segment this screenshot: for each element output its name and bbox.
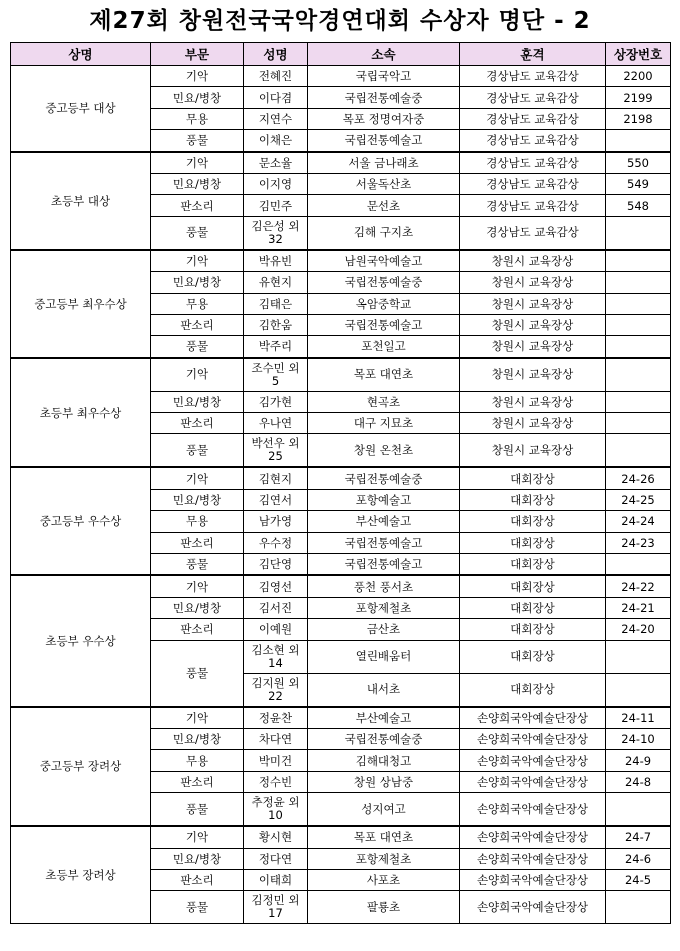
category-cell: 민요/병창 [151, 597, 244, 618]
affiliation-cell: 서울독산초 [308, 173, 460, 194]
certificate-number-cell: 2200 [606, 66, 671, 87]
category-cell: 판소리 [151, 771, 244, 792]
certificate-number-cell [606, 272, 671, 293]
header-award: 훈격 [460, 43, 606, 66]
name-cell: 전혜진 [244, 66, 308, 87]
category-cell: 풍물 [151, 434, 244, 468]
category-cell: 민요/병창 [151, 489, 244, 510]
certificate-number-cell: 24-7 [606, 826, 671, 848]
prize-cell: 중고등부 장려상 [11, 707, 151, 827]
award-cell: 대회장상 [460, 640, 606, 673]
award-cell: 경상남도 교육감상 [460, 152, 606, 174]
affiliation-cell: 남원국악예술고 [308, 250, 460, 272]
header-certificate-number: 상장번호 [606, 43, 671, 66]
name-cell: 김영선 [244, 575, 308, 597]
award-cell: 손양희국악예술단장상 [460, 891, 606, 924]
category-cell: 기악 [151, 826, 244, 848]
affiliation-cell: 김해 구지초 [308, 216, 460, 250]
category-cell: 풍물 [151, 130, 244, 152]
category-cell: 기악 [151, 152, 244, 174]
table-row [11, 575, 671, 597]
name-cell: 김연서 [244, 489, 308, 510]
affiliation-cell: 부산예술고 [308, 707, 460, 729]
certificate-number-cell: 24-24 [606, 511, 671, 532]
category-cell: 판소리 [151, 532, 244, 553]
affiliation-cell: 부산예술고 [308, 511, 460, 532]
category-cell: 무용 [151, 511, 244, 532]
name-cell: 우수정 [244, 532, 308, 553]
prize-cell: 초등부 대상 [11, 152, 151, 250]
award-cell: 경상남도 교육감상 [460, 66, 606, 87]
category-cell: 판소리 [151, 413, 244, 434]
award-cell: 손양희국악예술단장상 [460, 848, 606, 869]
award-cell: 창원시 교육장상 [460, 391, 606, 412]
affiliation-cell: 포항예술고 [308, 489, 460, 510]
certificate-number-cell [606, 314, 671, 335]
name-cell: 박미건 [244, 750, 308, 771]
category-cell: 풍물 [151, 793, 244, 827]
award-cell: 대회장상 [460, 597, 606, 618]
award-cell: 대회장상 [460, 619, 606, 640]
name-cell: 이예원 [244, 619, 308, 640]
affiliation-cell: 사포초 [308, 869, 460, 890]
prize-cell: 중고등부 대상 [11, 66, 151, 152]
name-cell: 이다겸 [244, 87, 308, 108]
certificate-number-cell [606, 891, 671, 924]
affiliation-cell: 국립전통예술고 [308, 314, 460, 335]
header-affiliation: 소속 [308, 43, 460, 66]
award-cell: 손양희국악예술단장상 [460, 869, 606, 890]
award-cell: 경상남도 교육감상 [460, 108, 606, 129]
name-cell: 차다연 [244, 728, 308, 749]
certificate-number-cell [606, 358, 671, 392]
award-cell: 경상남도 교육감상 [460, 195, 606, 216]
name-cell: 김가현 [244, 391, 308, 412]
certificate-number-cell [606, 130, 671, 152]
name-cell: 김한움 [244, 314, 308, 335]
certificate-number-cell: 24-26 [606, 467, 671, 489]
category-cell: 기악 [151, 467, 244, 489]
award-cell: 경상남도 교육감상 [460, 130, 606, 152]
award-cell: 손양희국악예술단장상 [460, 750, 606, 771]
award-cell: 대회장상 [460, 532, 606, 553]
name-cell: 김태은 [244, 293, 308, 314]
certificate-number-cell: 24-20 [606, 619, 671, 640]
certificate-number-cell [606, 554, 671, 576]
award-cell: 손양희국악예술단장상 [460, 771, 606, 792]
category-cell: 풍물 [151, 554, 244, 576]
award-cell: 창원시 교육장상 [460, 336, 606, 358]
category-cell: 풍물 [151, 216, 244, 250]
name-cell: 김소현 외 14 [244, 640, 308, 673]
name-cell: 조수민 외 5 [244, 358, 308, 392]
category-cell: 판소리 [151, 619, 244, 640]
name-cell: 우나연 [244, 413, 308, 434]
certificate-number-cell: 550 [606, 152, 671, 174]
certificate-number-cell: 24-10 [606, 728, 671, 749]
certificate-number-cell: 24-21 [606, 597, 671, 618]
certificate-number-cell: 24-22 [606, 575, 671, 597]
category-cell: 풍물 [151, 891, 244, 924]
page-title: 제27회 창원전국국악경연대회 수상자 명단 - 2 [89, 8, 591, 34]
prize-cell: 초등부 우수상 [11, 575, 151, 706]
affiliation-cell: 대구 지묘초 [308, 413, 460, 434]
affiliation-cell: 서울 금나래초 [308, 152, 460, 174]
certificate-number-cell: 24-6 [606, 848, 671, 869]
affiliation-cell: 내서초 [308, 673, 460, 707]
certificate-number-cell [606, 216, 671, 250]
award-cell: 대회장상 [460, 575, 606, 597]
certificate-number-cell [606, 434, 671, 468]
affiliation-cell: 풍천 풍서초 [308, 575, 460, 597]
category-cell: 민요/병창 [151, 728, 244, 749]
table-row [11, 66, 671, 87]
name-cell: 김민주 [244, 195, 308, 216]
award-cell: 창원시 교육장상 [460, 358, 606, 392]
affiliation-cell: 국립전통예술중 [308, 87, 460, 108]
affiliation-cell: 목포 대연초 [308, 358, 460, 392]
award-cell: 대회장상 [460, 489, 606, 510]
affiliation-cell: 창원 상남중 [308, 771, 460, 792]
award-cell: 경상남도 교육감상 [460, 87, 606, 108]
award-cell: 경상남도 교육감상 [460, 216, 606, 250]
table-row [11, 707, 671, 729]
award-cell: 창원시 교육장상 [460, 272, 606, 293]
affiliation-cell: 현곡초 [308, 391, 460, 412]
table-row [11, 467, 671, 489]
name-cell: 박선우 외 25 [244, 434, 308, 468]
affiliation-cell: 김해대청고 [308, 750, 460, 771]
category-cell: 무용 [151, 293, 244, 314]
category-cell: 민요/병창 [151, 272, 244, 293]
name-cell: 문소율 [244, 152, 308, 174]
header-prize: 상명 [11, 43, 151, 66]
certificate-number-cell: 24-25 [606, 489, 671, 510]
category-cell: 기악 [151, 707, 244, 729]
category-cell: 풍물 [151, 640, 244, 707]
prize-cell: 초등부 최우수상 [11, 358, 151, 468]
certificate-number-cell [606, 673, 671, 707]
affiliation-cell: 목포 정명여자중 [308, 108, 460, 129]
prize-cell: 중고등부 최우수상 [11, 250, 151, 358]
awards-body [11, 66, 671, 924]
certificate-number-cell: 24-11 [606, 707, 671, 729]
award-cell: 대회장상 [460, 467, 606, 489]
award-cell: 손양희국악예술단장상 [460, 707, 606, 729]
table-row [11, 250, 671, 272]
name-cell: 황시현 [244, 826, 308, 848]
certificate-number-cell [606, 413, 671, 434]
prize-cell: 중고등부 우수상 [11, 467, 151, 575]
name-cell: 박주리 [244, 336, 308, 358]
certificate-number-cell: 548 [606, 195, 671, 216]
affiliation-cell: 국립전통예술고 [308, 554, 460, 576]
award-cell: 창원시 교육장상 [460, 434, 606, 468]
category-cell: 무용 [151, 108, 244, 129]
name-cell: 김현지 [244, 467, 308, 489]
table-row [11, 358, 671, 392]
category-cell: 기악 [151, 250, 244, 272]
award-cell: 대회장상 [460, 554, 606, 576]
category-cell: 기악 [151, 575, 244, 597]
category-cell: 무용 [151, 750, 244, 771]
name-cell: 이태희 [244, 869, 308, 890]
affiliation-cell: 국립전통예술고 [308, 130, 460, 152]
award-cell: 창원시 교육장상 [460, 413, 606, 434]
table-row [11, 826, 671, 848]
name-cell: 유현지 [244, 272, 308, 293]
category-cell: 판소리 [151, 314, 244, 335]
certificate-number-cell [606, 793, 671, 827]
certificate-number-cell [606, 336, 671, 358]
award-cell: 경상남도 교육감상 [460, 173, 606, 194]
header-category: 부문 [151, 43, 244, 66]
award-cell: 대회장상 [460, 511, 606, 532]
affiliation-cell: 금산초 [308, 619, 460, 640]
affiliation-cell: 국립전통예술고 [308, 532, 460, 553]
certificate-number-cell: 24-23 [606, 532, 671, 553]
award-cell: 손양희국악예술단장상 [460, 793, 606, 827]
certificate-number-cell: 24-8 [606, 771, 671, 792]
affiliation-cell: 국립국악고 [308, 66, 460, 87]
category-cell: 민요/병창 [151, 848, 244, 869]
name-cell: 추정윤 외 10 [244, 793, 308, 827]
name-cell: 김서진 [244, 597, 308, 618]
affiliation-cell: 국립전통예술중 [308, 467, 460, 489]
award-cell: 창원시 교육장상 [460, 293, 606, 314]
name-cell: 박유빈 [244, 250, 308, 272]
award-cell: 창원시 교육장상 [460, 250, 606, 272]
certificate-number-cell: 549 [606, 173, 671, 194]
header-row [11, 43, 671, 66]
certificate-number-cell [606, 391, 671, 412]
category-cell: 민요/병창 [151, 87, 244, 108]
certificate-number-cell: 2199 [606, 87, 671, 108]
category-cell: 풍물 [151, 336, 244, 358]
award-cell: 손양희국악예술단장상 [460, 728, 606, 749]
affiliation-cell: 열린배움터 [308, 640, 460, 673]
award-cell: 창원시 교육장상 [460, 314, 606, 335]
name-cell: 김지원 외 22 [244, 673, 308, 707]
award-cell: 대회장상 [460, 673, 606, 707]
affiliation-cell: 목포 대연초 [308, 826, 460, 848]
certificate-number-cell [606, 293, 671, 314]
name-cell: 남가영 [244, 511, 308, 532]
name-cell: 이채은 [244, 130, 308, 152]
name-cell: 정윤찬 [244, 707, 308, 729]
affiliation-cell: 국립전통예술중 [308, 272, 460, 293]
name-cell: 김은성 외 32 [244, 216, 308, 250]
name-cell: 김단영 [244, 554, 308, 576]
category-cell: 기악 [151, 358, 244, 392]
name-cell: 김정민 외 17 [244, 891, 308, 924]
certificate-number-cell [606, 250, 671, 272]
certificate-number-cell [606, 640, 671, 673]
affiliation-cell: 국립전통예술중 [308, 728, 460, 749]
table-row [11, 152, 671, 174]
header-name: 성명 [244, 43, 308, 66]
award-cell: 손양희국악예술단장상 [460, 826, 606, 848]
certificate-number-cell: 2198 [606, 108, 671, 129]
category-cell: 판소리 [151, 195, 244, 216]
name-cell: 정다연 [244, 848, 308, 869]
category-cell: 민요/병창 [151, 391, 244, 412]
affiliation-cell: 옥암중학교 [308, 293, 460, 314]
affiliation-cell: 포천일고 [308, 336, 460, 358]
name-cell: 지연수 [244, 108, 308, 129]
affiliation-cell: 문선초 [308, 195, 460, 216]
prize-cell: 초등부 장려상 [11, 826, 151, 924]
category-cell: 판소리 [151, 869, 244, 890]
category-cell: 민요/병창 [151, 173, 244, 194]
certificate-number-cell: 24-9 [606, 750, 671, 771]
affiliation-cell: 포항제철초 [308, 597, 460, 618]
name-cell: 정수빈 [244, 771, 308, 792]
certificate-number-cell: 24-5 [606, 869, 671, 890]
category-cell: 기악 [151, 66, 244, 87]
affiliation-cell: 포항제철초 [308, 848, 460, 869]
affiliation-cell: 창원 온천초 [308, 434, 460, 468]
name-cell: 이지영 [244, 173, 308, 194]
affiliation-cell: 성지여고 [308, 793, 460, 827]
awards-table [10, 42, 671, 924]
affiliation-cell: 팔룡초 [308, 891, 460, 924]
